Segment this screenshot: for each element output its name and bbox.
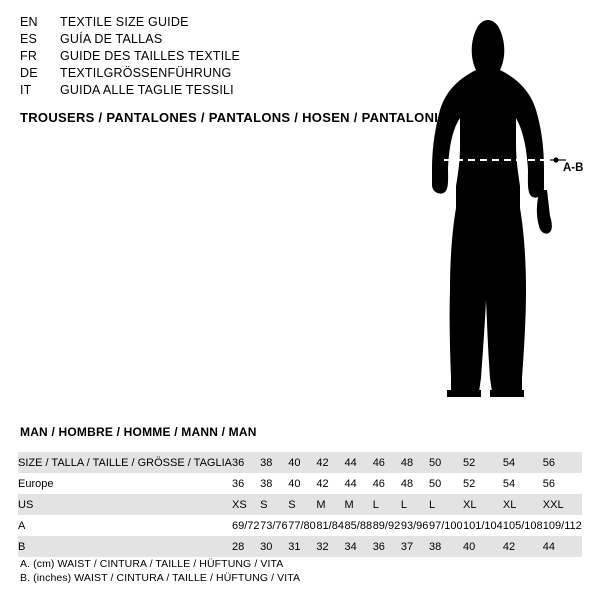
- cell: 44: [542, 540, 556, 553]
- cell: 54: [502, 477, 516, 490]
- language-code: DE: [20, 66, 38, 80]
- cell: 42: [502, 540, 516, 553]
- garment-title: TROUSERS / PANTALONES / PANTALONS / HOSEN / PANTALONI: [20, 110, 439, 125]
- cell: 89/92: [372, 519, 401, 532]
- figure-illustration: [400, 10, 590, 410]
- cell: 73/76: [260, 519, 288, 532]
- cell: XXL: [542, 498, 564, 511]
- table-row: [18, 452, 582, 473]
- cell: XS: [231, 498, 247, 511]
- cell: 38: [428, 540, 442, 553]
- cell: 32: [316, 540, 329, 553]
- cell: 28: [231, 540, 245, 553]
- language-list: [20, 14, 380, 99]
- cell: 31: [288, 540, 301, 553]
- cell: XL: [502, 498, 517, 511]
- language-title: GUIDA ALLE TAGLIE TESSILI: [60, 83, 234, 97]
- cell: 69/72: [231, 519, 260, 532]
- language-code: EN: [20, 15, 38, 29]
- cell: 52: [463, 456, 476, 469]
- cell: M: [316, 498, 326, 511]
- language-title: GUIDE DES TAILLES TEXTILE: [60, 49, 241, 63]
- language-code: FR: [20, 49, 38, 63]
- cell: 38: [260, 456, 273, 469]
- cell: 93/96: [400, 519, 429, 532]
- cell: L: [400, 498, 407, 511]
- cell: 46: [372, 456, 385, 469]
- cell: 97/100: [428, 519, 463, 532]
- language-row: [20, 65, 380, 82]
- cell: M: [344, 498, 354, 511]
- man-silhouette-icon: [400, 10, 590, 410]
- cell: 105/108: [502, 519, 543, 532]
- cell: 42: [316, 477, 329, 490]
- cell: 40: [288, 456, 301, 469]
- cell: 85/88: [344, 519, 373, 532]
- cell: 40: [463, 540, 476, 553]
- cell: 48: [400, 477, 414, 490]
- table-row: [18, 515, 582, 536]
- language-row: [20, 82, 380, 99]
- cell: S: [288, 498, 296, 511]
- footnote-b: B. (inches) WAIST / CINTURA / TAILLE / HÜFTUNG / VITA: [20, 572, 301, 584]
- language-code: ES: [20, 32, 38, 46]
- cell: 56: [542, 456, 556, 469]
- cell: 77/80: [288, 519, 316, 532]
- cell: 46: [372, 477, 385, 490]
- language-title: GUÍA DE TALLAS: [60, 32, 163, 46]
- cell: 36: [231, 477, 245, 490]
- cell: 109/112: [542, 519, 582, 532]
- row-label: US: [18, 498, 34, 511]
- language-title: TEXTILE SIZE GUIDE: [60, 15, 189, 29]
- row-label: B: [18, 540, 26, 553]
- row-label: A: [18, 519, 26, 532]
- cell: 44: [344, 477, 357, 490]
- cell: 81/84: [316, 519, 344, 532]
- table-row: [18, 494, 582, 515]
- language-code: IT: [20, 83, 32, 97]
- language-row: [20, 14, 380, 31]
- cell: 50: [428, 456, 442, 469]
- cell: 37: [400, 540, 414, 553]
- cell: XL: [463, 498, 477, 511]
- cell: 44: [344, 456, 357, 469]
- cell: 56: [542, 477, 556, 490]
- cell: 38: [260, 477, 273, 490]
- section-title-man: MAN / HOMBRE / HOMME / MANN / MAN: [20, 425, 257, 439]
- cell: 36: [231, 456, 245, 469]
- cell: 48: [400, 456, 414, 469]
- footnotes: [20, 557, 300, 585]
- language-title: TEXTILGRÖSSENFÜHRUNG: [60, 66, 232, 80]
- table-row: [18, 536, 582, 557]
- language-row: [20, 48, 380, 65]
- footnote-a: A. (cm) WAIST / CINTURA / TAILLE / HÜFTUNG / VITA: [20, 558, 284, 570]
- cell: 101/104: [463, 519, 503, 532]
- cell: 54: [502, 456, 516, 469]
- row-label: Europe: [18, 477, 54, 490]
- measure-label: A-B: [563, 162, 584, 174]
- cell: L: [428, 498, 436, 511]
- table-row: [18, 473, 582, 494]
- language-row: [20, 31, 380, 48]
- cell: 36: [372, 540, 385, 553]
- cell: 50: [428, 477, 442, 490]
- cell: 30: [260, 540, 273, 553]
- cell: 34: [344, 540, 357, 553]
- row-label: SIZE / TALLA / TAILLE / GRÖSSE / TAGLIA: [18, 456, 232, 469]
- size-table: [18, 452, 582, 557]
- cell: 42: [316, 456, 329, 469]
- cell: 40: [288, 477, 301, 490]
- cell: L: [372, 498, 379, 511]
- cell: 52: [463, 477, 476, 490]
- cell: S: [260, 498, 268, 511]
